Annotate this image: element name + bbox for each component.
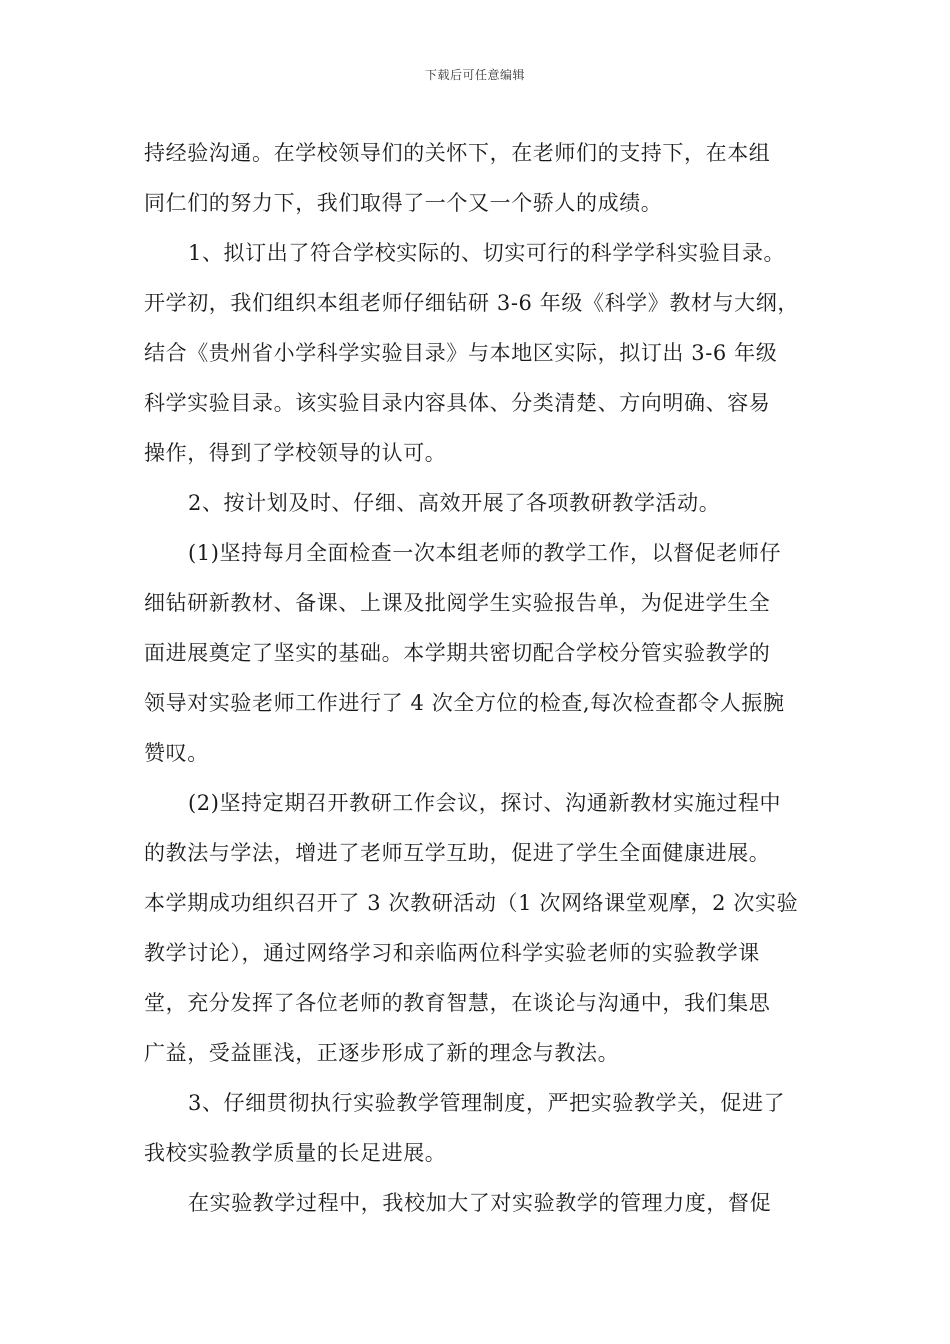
text-line: 操作，得到了学校领导的认可。 [144, 441, 447, 465]
page-header: 下载后可任意编辑 [424, 68, 525, 82]
text-line: 持经验沟通。在学校领导们的关怀下，在老师们的支持下，在本组 [144, 141, 771, 165]
text-line: (1)坚持每月全面检查一次本组老师的教学工作，以督促老师仔 [188, 541, 782, 565]
text-line: 广益，受益匪浅，正逐步形成了新的理念与教法。 [144, 1041, 620, 1065]
text-line: 堂，充分发挥了各位老师的教育智慧，在谈论与沟通中，我们集思 [144, 991, 771, 1015]
text-line: (2)坚持定期召开教研工作会议，探讨、沟通新教材实施过程中 [188, 791, 782, 815]
text-line: 2、按计划及时、仔细、高效开展了各项教研教学活动。 [188, 491, 721, 515]
text-line: 在实验教学过程中，我校加大了对实验教学的管理力度，督促 [188, 1191, 772, 1215]
text-line: 细钻研新教材、备课、上课及批阅学生实验报告单，为促进学生全 [144, 591, 771, 615]
text-line: 我校实验教学质量的长足进展。 [144, 1141, 447, 1165]
text-line: 领导对实验老师工作进行了 4 次全方位的检查,每次检查都令人振腕 [144, 691, 785, 715]
text-line: 赞叹。 [144, 741, 209, 765]
text-line: 1、拟订出了符合学校实际的、切实可行的科学学科实验目录。 [188, 241, 786, 265]
text-line: 面进展奠定了坚实的基础。本学期共密切配合学校分管实验教学的 [144, 641, 771, 665]
text-line: 科学实验目录。该实验目录内容具体、分类清楚、方向明确、容易 [144, 391, 771, 415]
text-line: 本学期成功组织召开了 3 次教研活动（1 次网络课堂观摩，2 次实验 [144, 891, 799, 915]
text-line: 开学初，我们组织本组老师仔细钻研 3-6 年级《科学》教材与大纲， [144, 291, 799, 315]
text-line: 教学讨论），通过网络学习和亲临两位科学实验老师的实验教学课 [144, 941, 760, 965]
document-body [144, 132, 816, 1232]
text-line: 结合《贵州省小学科学实验目录》与本地区实际，拟订出 3-6 年级 [144, 341, 778, 365]
text-line: 3、仔细贯彻执行实验教学管理制度，严把实验教学关，促进了 [188, 1091, 786, 1115]
text-line: 的教法与学法，增进了老师互学互助，促进了学生全面健康进展。 [144, 841, 771, 865]
text-line: 同仁们的努力下，我们取得了一个又一个骄人的成绩。 [144, 191, 663, 215]
